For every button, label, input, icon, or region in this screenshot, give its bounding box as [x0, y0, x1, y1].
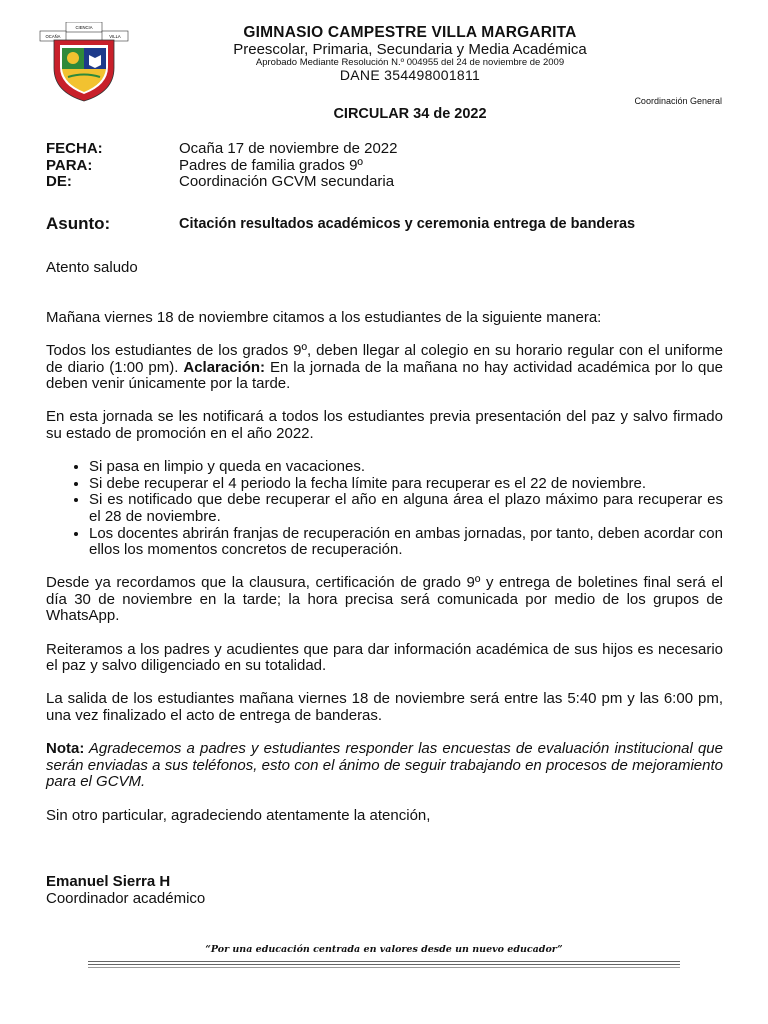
crest-label-2: OCAÑA [45, 34, 61, 39]
crest-label-1: CIENCIA [75, 25, 93, 30]
paragraph-arrival [46, 343, 723, 393]
para-value: Padres de familia grados 9º [179, 156, 363, 174]
signature-block [46, 873, 205, 907]
subject-row [46, 214, 723, 234]
paragraph-dismissal: La salida de los estudiantes mañana viernes 18 de noviembre será entre las 5:40 pm y las 6:00 pm, una vez finalizado el acto de entrega de banderas. [46, 690, 723, 725]
footer-motto: “Por una educación centrada en valores desde un nuevo educador” [205, 944, 563, 955]
fecha-label: FECHA: [46, 140, 103, 157]
school-crest-logo [38, 22, 130, 102]
letter-body [46, 260, 723, 841]
note-paragraph [46, 741, 723, 791]
fecha-value: Ocaña 17 de noviembre de 2022 [179, 140, 398, 157]
list-item: • Los docentes abrirán franjas de recuperación en ambas jornadas, por tanto, deben acordar con ellos los momentos concretos de recuperación. [89, 526, 723, 559]
de-value: Coordinación GCVM secundaria [179, 173, 395, 190]
signer-name: Emanuel Sierra H [46, 873, 171, 890]
note-label: Nota: [46, 740, 85, 758]
paragraph-arrival-text: Todos los estudiantes de los grados 9º, deben llegar al colegio en su horario regular con el uniforme de diario (1:00 pm). [46, 341, 723, 376]
meta-block [46, 141, 726, 191]
office-label: Coordinación General [634, 96, 722, 106]
paragraph-paz-y-salvo: Reiteramos a los padres y acudientes que para dar información académica de sus hijos es necesario el paz y salvo diligenciado en su totalidad. [46, 640, 723, 675]
list-item: • Si debe recuperar el 4 periodo la fecha límite para recuperar es el 22 de noviembre. [89, 476, 723, 493]
list-item: • Si es notificado que debe recuperar el año en alguna área el plazo máximo para recuperar es el 28 de noviembre. [89, 492, 723, 525]
meta-row-de [46, 174, 726, 191]
signer-role: Coordinador académico [46, 890, 206, 907]
meta-row-fecha [46, 141, 726, 158]
clarification-text: En la jornada de la mañana no hay actividad académica por lo que deben venir únicamente por la tarde. [46, 358, 724, 393]
footer-divider [88, 961, 680, 962]
circular-title: CIRCULAR 34 de 2022 [333, 106, 487, 122]
paragraph-intro: Mañana viernes 18 de noviembre citamos a los estudiantes de la siguiente manera: [46, 308, 602, 326]
school-levels: Preescolar, Primaria, Secundaria y Media Académica [233, 41, 587, 58]
footer-divider [88, 964, 680, 965]
approval-resolution: Aprobado Mediante Resolución N.º 004955 del 24 de noviembre de 2009 [255, 57, 565, 68]
closing-line: Sin otro particular, agradeciendo atentamente la atención, [46, 806, 431, 824]
crest-label-3: VILLA [109, 34, 121, 39]
meta-row-para [46, 158, 726, 175]
promotion-status-list [46, 459, 723, 559]
note-text: Agradecemos a padres y estudiantes responder las encuestas de evaluación institucional que serán enviadas a sus teléfonos, esto con el ánimo de seguir trabajando en procesos de mejoramiento para el GCVM. [46, 740, 723, 791]
asunto-label: Asunto: [46, 214, 111, 233]
paragraph-closing-ceremony: Desde ya recordamos que la clausura, certificación de grado 9º y entrega de boletines final será el día 30 de noviembre en la tarde; la hora precisa será comunicada por medio de los grupos de WhatsApp. [46, 574, 723, 625]
paragraph-notification: En esta jornada se les notificará a todos los estudiantes previa presentación del paz y salvo firmado su estado de promoción en el año 2022. [46, 408, 723, 442]
footer-divider [88, 967, 680, 968]
asunto-value: Citación resultados académicos y ceremonia entrega de banderas [179, 216, 636, 232]
de-label: DE: [46, 173, 72, 190]
greeting: Atento saludo [46, 259, 138, 276]
dane-code: DANE 354498001811 [339, 67, 481, 83]
list-item: • Si pasa en limpio y queda en vacaciones. [89, 459, 723, 476]
para-label: PARA: [46, 156, 93, 174]
clarification-label: Aclaración: [183, 358, 266, 376]
school-name: GIMNASIO CAMPESTRE VILLA MARGARITA [243, 24, 577, 41]
